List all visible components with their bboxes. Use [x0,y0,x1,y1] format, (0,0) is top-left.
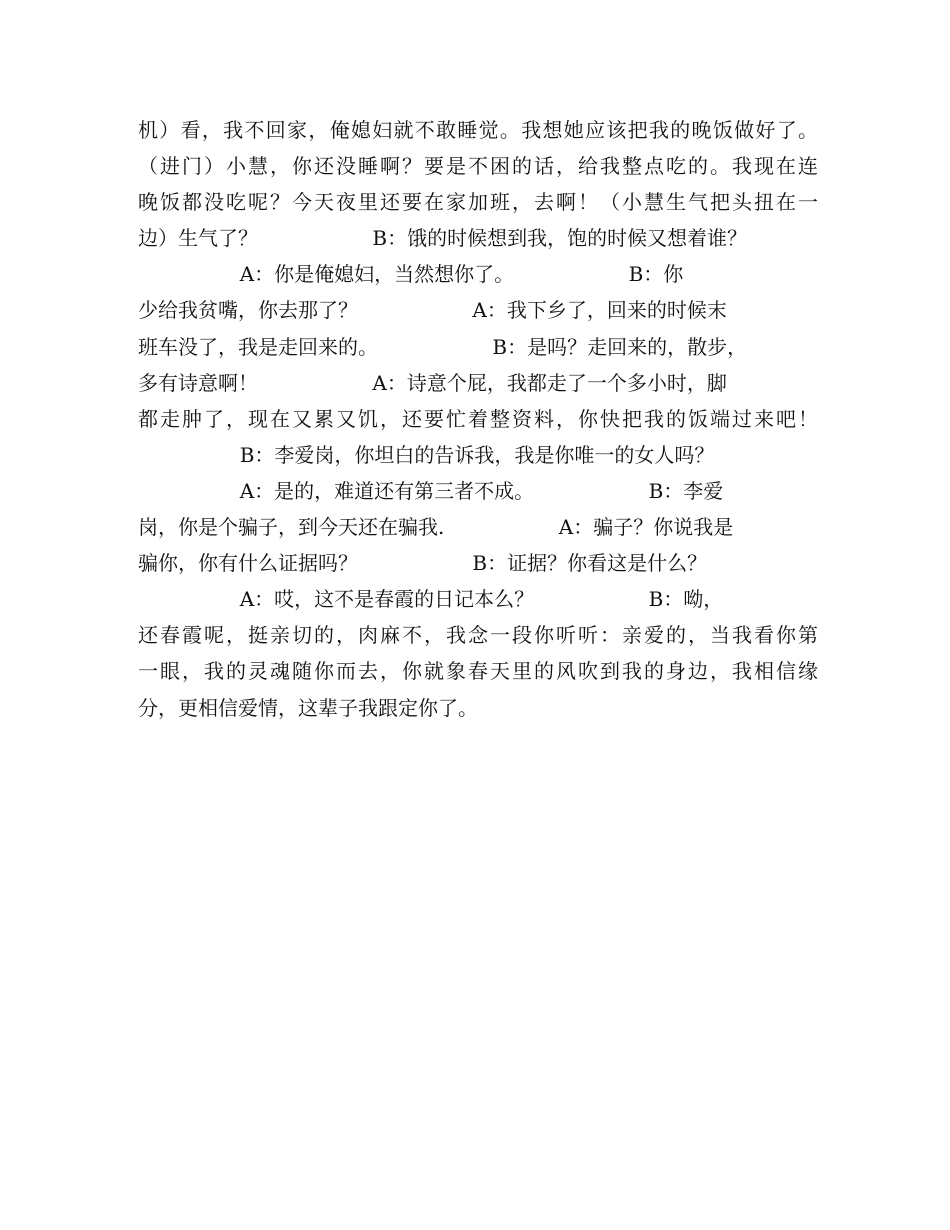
text-line: 岗，你是个骗子，到今天还在骗我. A：骗子？你说我是 [138,515,734,540]
text-line: 还春霞呢，挺亲切的，肉麻不，我念一段你听听：亲爱的，当我看你第 [138,623,818,648]
text-line: 骗你，你有什么证据吗？ B：证据？你看这是什么？ [138,551,708,576]
text-line: 机）看，我不回家，俺媳妇就不敢睡觉。我想她应该把我的晚饭做好了。 [138,118,818,142]
dialogue-text [138,112,818,726]
text-line: 班车没了，我是走回来的。 B：是吗？走回来的，散步， [138,334,748,359]
text-line: A：哎，这不是春霞的日记本么？ B：呦， [138,587,724,612]
text-line: A：是的，难道还有第三者不成。 B：李爱 [138,478,724,503]
text-line: A：你是俺媳妇，当然想你了。 B：你 [138,262,684,287]
text-line: 少给我贫嘴，你去那了？ A：我下乡了，回来的时候末 [138,298,727,323]
text-line: 边）生气了？ B：饿的时候想到我，饱的时候又想着谁？ [138,226,748,251]
text-line: （进门）小慧，你还没睡啊？要是不困的话，给我整点吃的。我现在连 [138,154,818,179]
text-line: B：李爱岗，你坦白的告诉我，我是你唯一的女人吗？ [138,442,715,467]
text-line: 晚饭都没吃呢？今天夜里还要在家加班，去啊！（小慧生气把头扭在一 [138,190,818,215]
text-line: 一眼，我的灵魂随你而去，你就象春天里的风吹到我的身边，我相信缘 [138,659,818,684]
text-line: 分，更相信爱情，这辈子我跟定你了。 [138,695,478,720]
text-line: 多有诗意啊！ A：诗意个屁，我都走了一个多小时，脚 [138,370,727,395]
text-line: 都走肿了，现在又累又饥，还要忙着整资料，你快把我的饭端过来吧！ [138,406,818,431]
